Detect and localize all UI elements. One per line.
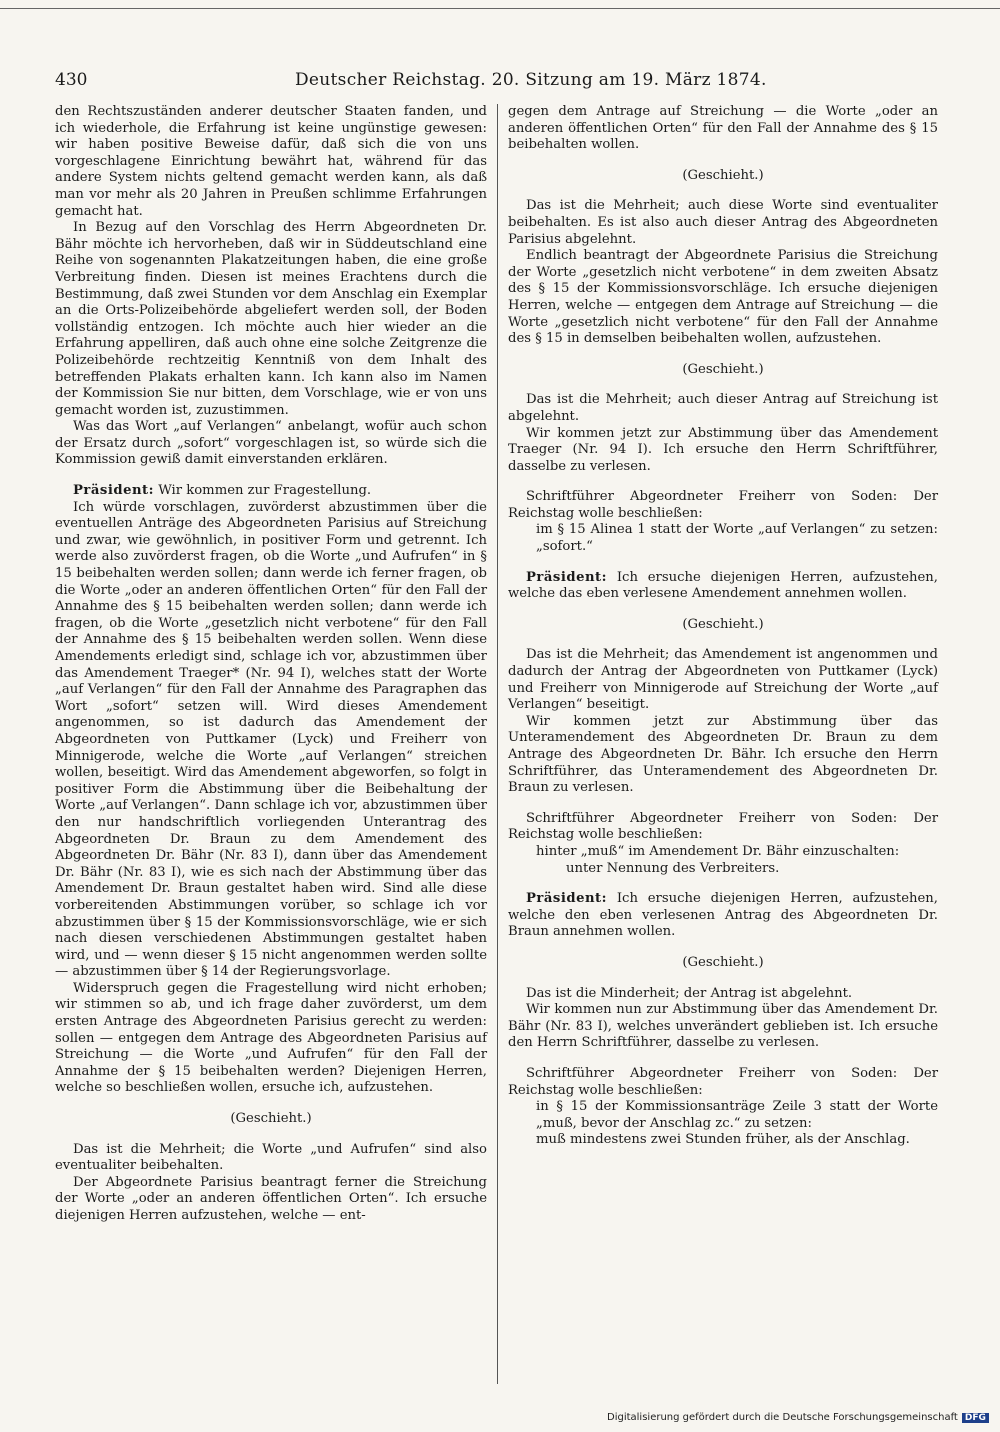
stage-direction: (Geschieht.) xyxy=(682,167,764,183)
speech-text: Ich ersuche diejenigen Herren, aufzustehen, welche das eben verlesene Amendement annehmen wollen. xyxy=(508,569,938,602)
stage-direction: (Geschieht.) xyxy=(682,361,764,377)
paragraph: Schriftführer Abgeordneter Freiherr von Soden: Der Reichstag wolle beschließen: xyxy=(508,810,938,843)
page-number: 430 xyxy=(55,70,88,90)
left-column xyxy=(55,104,487,1225)
paragraph: Endlich beantragt der Abgeordnete Parisius die Streichung der Worte „gesetzlich nicht verbotene“ in dem zweiten Absatz des § 15 der Kommissionsvorschläge. Ich ersuche diejenigen Herren, welche — entgegen dem Antrage auf Streichung — die Worte „gesetzlich nicht verbotene“ für den Fall der Annahme des § 15 in demselben beibehalten wollen, aufzustehen. xyxy=(508,248,938,347)
speech-text: Ich ersuche diejenigen Herren, aufzustehen, welche den eben verlesenen Antrag des Abgeordneten Dr. Braun annehmen wollen. xyxy=(508,891,938,940)
speaker-label: Präsident: xyxy=(526,569,608,585)
paragraph: Ich würde vorschlagen, zuvörderst abzustimmen über die eventuellen Anträge des Abgeordneten Parisius auf Streichung und zwar, wie gewöhnlich, in positiver Form und getrennt. Ich werde also zuvörderst fragen, ob die Worte „und Aufrufen“ in § 15 beibehalten werden sollen; dann werde ich ferner fragen, ob die Worte „oder an anderen öffentlichen Orten“ für den Fall der Annahme des § 15 beibehalten werden sollen; dann werde ich fragen, ob die Worte „gesetzlich nicht verbotene“ für den Fall der Annahme des § 15 beibehalten werden sollen. Wenn diese Amendements erledigt sind, schlage ich vor, abzustimmen über das Amendement Traeger* (Nr. 94 I), welches statt der Worte „auf Verlangen“ für den Fall der Annahme des Paragraphen das Wort „sofort“ setzen will. Wird dieses Amendement angenommen, so ist dadurch das Amendement der Abgeordneten von Puttkamer (Lyck) und Freiherr von Minnigerode, welche die Worte „auf Verlangen“ streichen wollen, beseitigt. Wird das Amendement abgeworfen, so folgt in positiver Form die Abstimmung über die Beibehaltung der Worte „auf Verlangen“. Dann schlage ich vor, abzustimmen über den nur handschriftlich vorliegenden Unterantrag des Abgeordneten Dr. Braun zu dem Amendement des Abgeordneten Dr. Bähr (Nr. 83 I), dann über das Amendement Dr. Bähr (Nr. 83 I), wie es sich nach der Abstimmung über das Amendement Dr. Braun gestaltet haben wird. Sind alle diese vorbereitenden Abstimmungen vorüber, so schlage ich vor abzustimmen über § 15 der Kommissionsvorschläge, wie er sich nach diesen verschiedenen Abstimmungen gestaltet haben wird, und — wenn dieser § 15 nicht angenommen werden sollte — abzustimmen über § 14 der Regierungsvorlage. xyxy=(55,499,487,980)
right-column xyxy=(508,104,938,1149)
paragraph: gegen dem Antrage auf Streichung — die Worte „oder an anderen öffentlichen Orten“ für den Fall der Annahme des § 15 beibehalten wollen. xyxy=(508,104,938,153)
dfg-logo: DFG xyxy=(962,1413,989,1423)
paragraph: Das ist die Mehrheit; auch dieser Antrag auf Streichung ist abgelehnt. xyxy=(508,392,938,424)
stage-direction: (Geschieht.) xyxy=(682,954,764,970)
speech-text: Wir kommen zur Fragestellung. xyxy=(158,483,372,499)
stage-direction: (Geschieht.) xyxy=(230,1111,312,1127)
credit-text: Digitalisierung gefördert durch die Deutsche Forschungsgemeinschaft xyxy=(607,1412,958,1423)
paragraph: Schriftführer Abgeordneter Freiherr von Soden: Der Reichstag wolle beschließen: xyxy=(508,489,938,521)
speaker-label: Präsident: xyxy=(526,891,608,907)
paragraph: In Bezug auf den Vorschlag des Herrn Abgeordneten Dr. Bähr möchte ich hervorheben, daß wir in Süddeutschland eine Reihe von sogenannten Plakatzeitungen haben, die eine große Verbreitung finden. Diesen ist meines Erachtens durch die Bestimmung, daß zwei Stunden vor dem Anschlag ein Exemplar an die Orts-Polizeibehörde abgeliefert werden soll, der Boden vollständig entzogen. Ich möchte auch hier wieder an die Erfahrung appelliren, daß auch ohne eine solche Zeitgrenze die Polizeibehörde rechtzeitig Kenntniß von dem Inhalt des betreffenden Plakats erhalten kann. Ich kann also im Namen der Kommission Sie nur bitten, dem Vorschlage, wie er von uns gemacht worden ist, zuzustimmen. xyxy=(55,220,487,418)
paragraph: Der Abgeordnete Parisius beantragt ferner die Streichung der Worte „oder an anderen öffentlichen Orten“. Ich ersuche diejenigen Herren aufzustehen, welche — ent- xyxy=(55,1174,487,1223)
stage-direction: (Geschieht.) xyxy=(682,616,764,632)
paragraph xyxy=(508,570,938,603)
paragraph xyxy=(508,891,938,941)
quoted-motion: unter Nennung des Verbreiters. xyxy=(566,860,780,876)
paragraph: Wir kommen nun zur Abstimmung über das Amendement Dr. Bähr (Nr. 83 I), welches unverändert geblieben ist. Ich ersuche den Herrn Schriftführer, dasselbe zu verlesen. xyxy=(508,1002,938,1051)
page-header xyxy=(55,70,945,96)
paragraph: Was das Wort „auf Verlangen“ anbelangt, wofür auch schon der Ersatz durch „sofort“ vorgeschlagen ist, so würde sich die Kommission gewiß damit einverstanden erklären. xyxy=(55,419,487,468)
column-divider xyxy=(497,104,498,1384)
quoted-motion: hinter „muß“ im Amendement Dr. Bähr einzuschalten: xyxy=(536,843,900,859)
paragraph: Das ist die Minderheit; der Antrag ist abgelehnt. xyxy=(526,985,853,1001)
paragraph: den Rechtszuständen anderer deutscher Staaten fanden, und ich wiederhole, die Erfahrung ist keine ungünstige gewesen: wir haben positive Beweise dafür, daß sich die von uns vorgeschlagene Einrichtung bewährt hat, während für das andere System nichts geltend gemacht werden kann, als daß man vor mehr als 20 Jahren in Preußen schlimme Erfahrungen gemacht hat. xyxy=(55,104,487,219)
quoted-motion: muß mindestens zwei Stunden früher, als der Anschlag. xyxy=(536,1132,910,1148)
digitization-credit xyxy=(607,1412,989,1423)
paragraph: Schriftführer Abgeordneter Freiherr von Soden: Der Reichstag wolle beschließen: xyxy=(508,1065,938,1098)
paragraph: Das ist die Mehrheit; auch diese Worte sind eventualiter beibehalten. Es ist also auch dieser Antrag des Abgeordneten Parisius abgelehnt. xyxy=(508,198,938,247)
paragraph: Wir kommen jetzt zur Abstimmung über das Amendement Traeger (Nr. 94 I). Ich ersuche den Herrn Schriftführer, dasselbe zu verlesen. xyxy=(508,425,938,474)
quoted-motion: im § 15 Alinea 1 statt der Worte „auf Verlangen“ zu setzen: „sofort.“ xyxy=(536,522,938,555)
speaker-label: Präsident: xyxy=(73,483,155,499)
running-head: Deutscher Reichstag. 20. Sitzung am 19. März 1874. xyxy=(295,70,767,90)
paragraph: Das ist die Mehrheit; das Amendement ist angenommen und dadurch der Antrag der Abgeordneten von Puttkamer (Lyck) und Freiherr von Minnigerode auf Streichung der Worte „auf Verlangen“ beseitigt. xyxy=(508,647,938,713)
paragraph: Widerspruch gegen die Fragestellung wird nicht erhoben; wir stimmen so ab, und ich frage daher zuvörderst, um dem ersten Antrage des Abgeordneten Parisius gerecht zu werden: sollen — entgegen dem Antrage des Abgeordneten Parisius auf Streichung — die Worte „und Aufrufen“ für den Fall der Annahme der § 15 beibehalten werden? Diejenigen Herren, welche so beschließen wollen, ersuche ich, aufzustehen. xyxy=(55,980,487,1096)
paragraph: Wir kommen jetzt zur Abstimmung über das Unteramendement des Abgeordneten Dr. Braun zu dem Antrage des Abgeordneten Dr. Bähr. Ich ersuche den Herrn Schriftführer, das Unteramendement des Abgeordneten Dr. Braun zu verlesen. xyxy=(508,713,938,796)
paragraph: Das ist die Mehrheit; die Worte „und Aufrufen“ sind also eventualiter beibehalten. xyxy=(55,1141,487,1174)
top-rule xyxy=(0,8,1000,9)
paragraph xyxy=(55,483,487,500)
quoted-motion: in § 15 der Kommissionsanträge Zeile 3 statt der Worte „muß, bevor der Anschlag zc.“ zu setzen: xyxy=(536,1099,938,1131)
